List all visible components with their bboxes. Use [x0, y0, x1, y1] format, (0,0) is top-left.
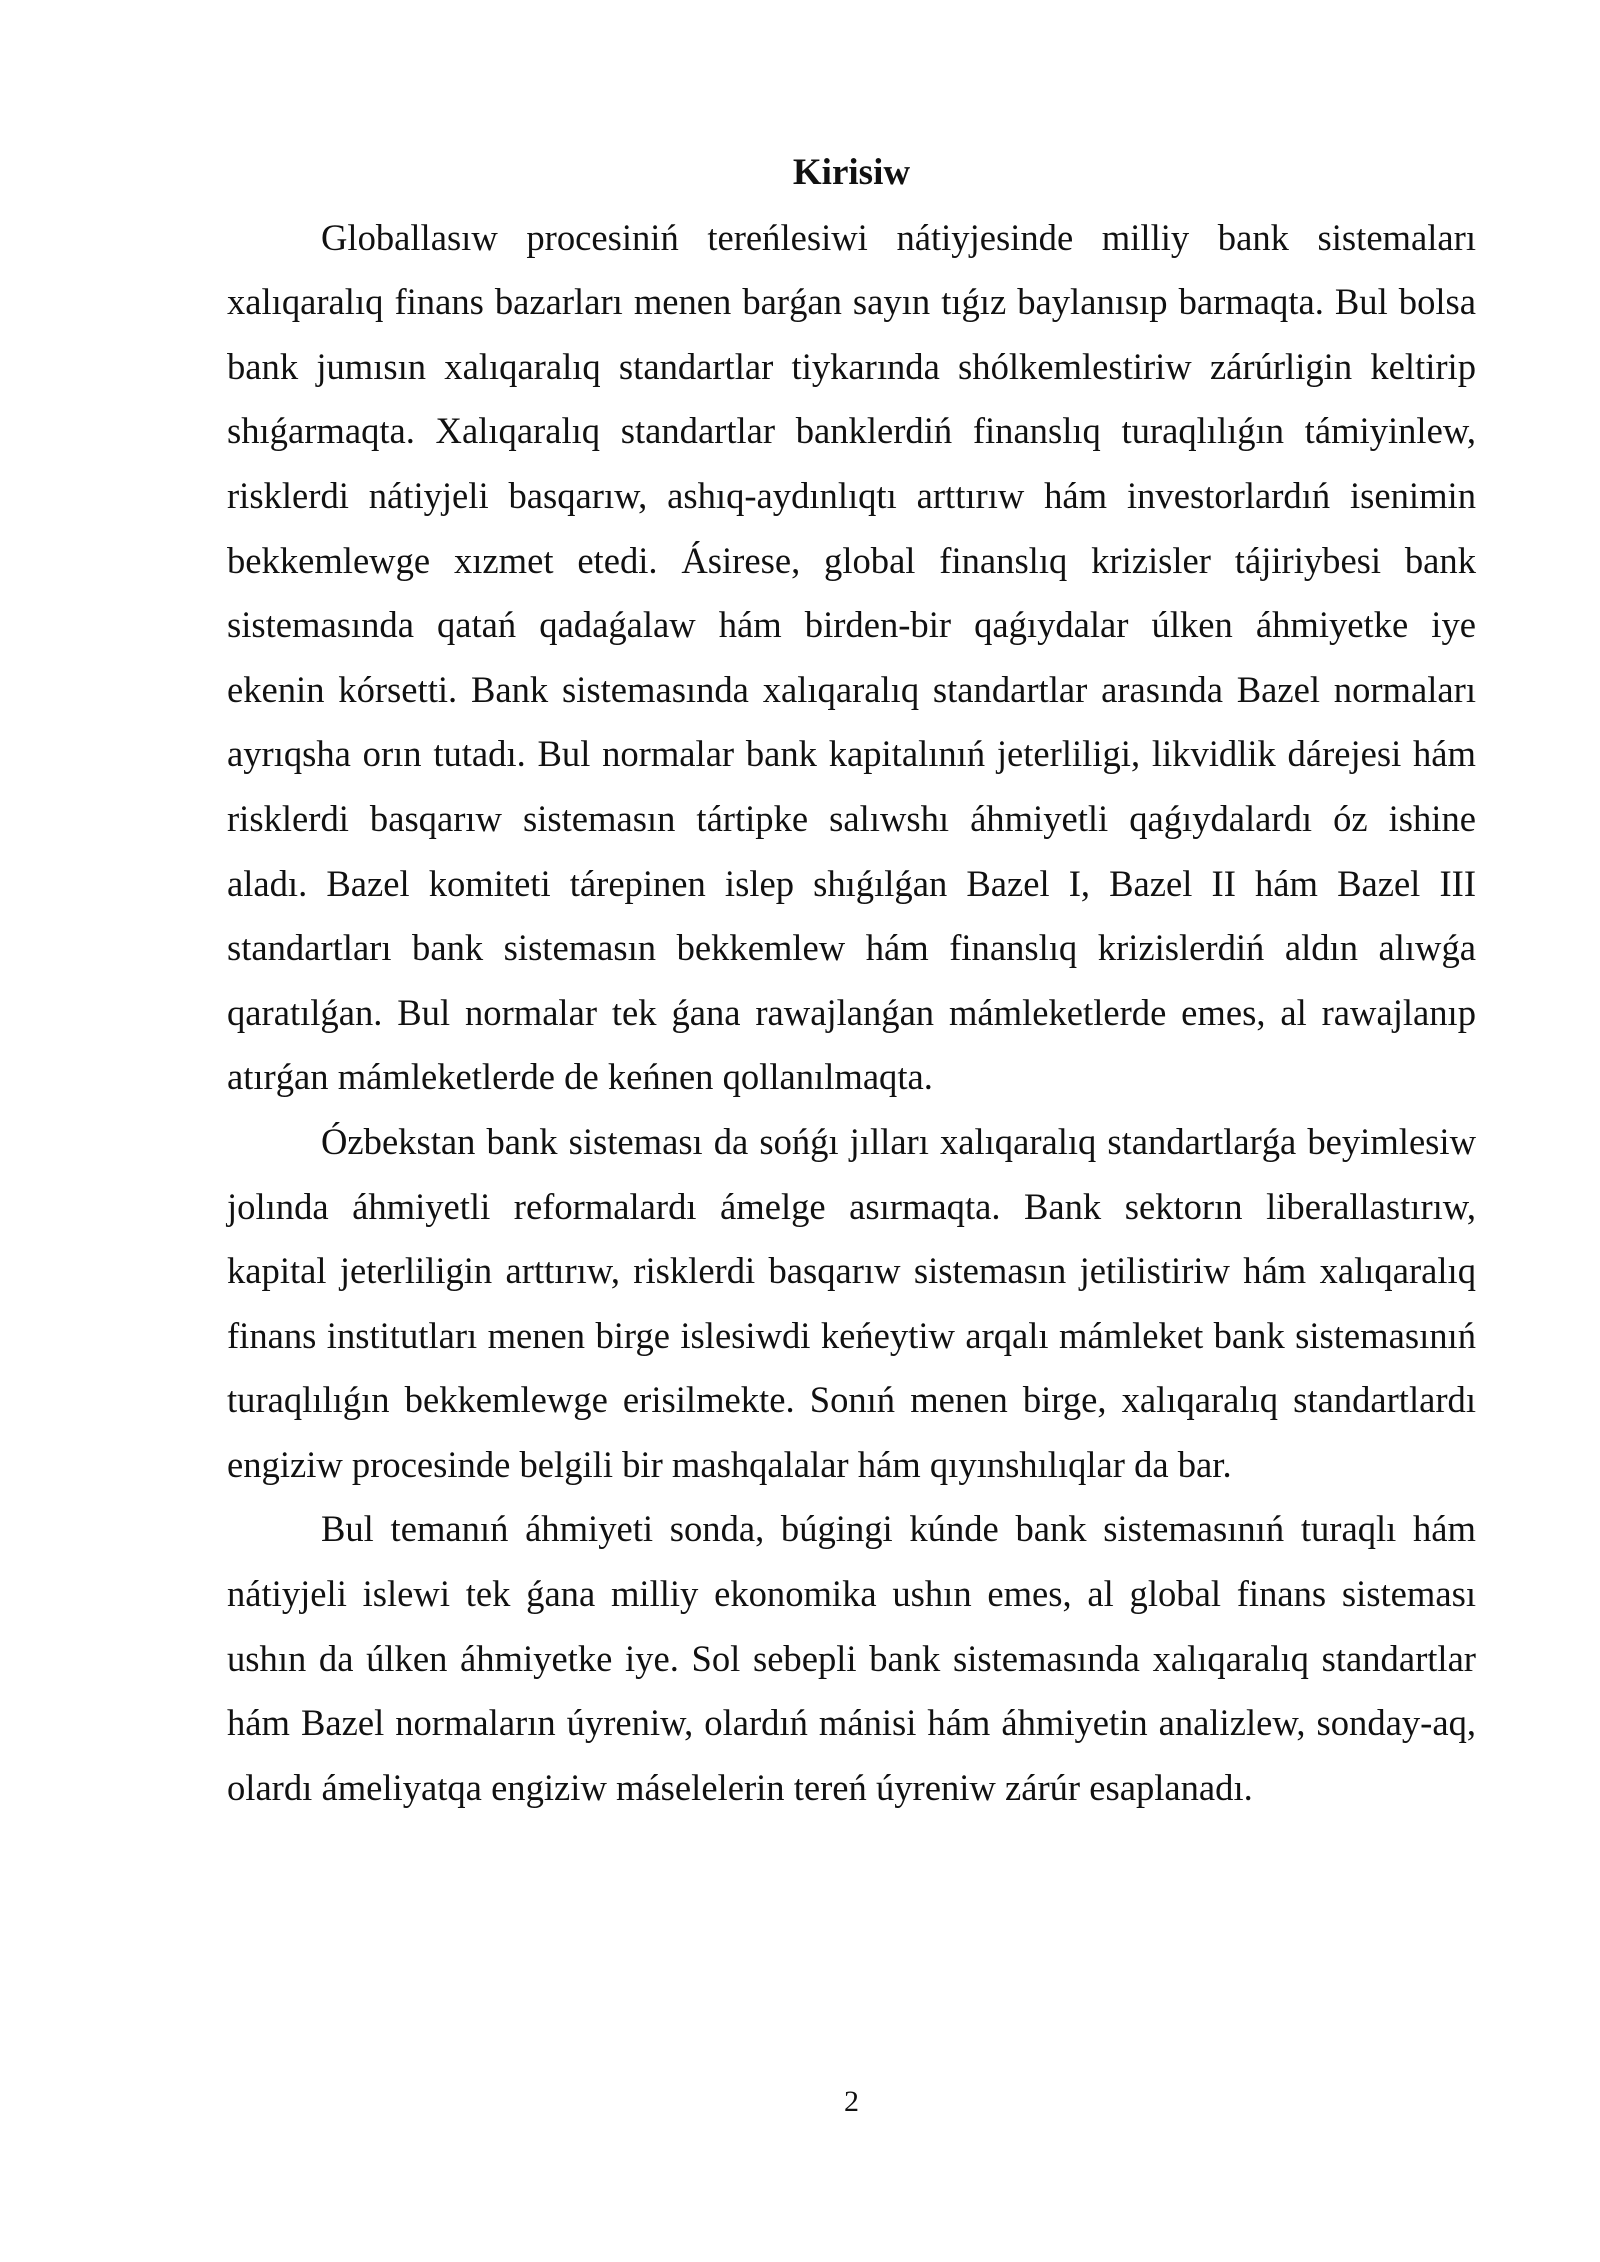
paragraph-1 [227, 206, 1476, 1110]
text-line: turaqlılıǵın bekkemlewge erisilmekte. Sonıń menen birge, xalıqaralıq standartlardı [227, 1379, 1476, 1421]
section-heading: Kirisiw [792, 152, 911, 193]
text-line: sistemasında qatań qadaǵalaw hám birden-bir qaǵıydalar úlken áhmiyetke iye [227, 604, 1476, 646]
text-line: aladı. Bazel komiteti tárepinen islep shıǵılǵan Bazel I, Bazel II hám Bazel III [227, 862, 1476, 904]
paragraph-2 [227, 1110, 1476, 1498]
text-line: Bul temanıń áhmiyeti sonda, búgingi kúnde bank sistemasınıń turaqlı hám [321, 1508, 1476, 1550]
text-column [227, 141, 1476, 1820]
text-line: engiziw procesinde belgili bir mashqalalar hám qıyınshılıqlar da bar. [227, 1443, 1232, 1485]
text-line: Globallasıw procesiniń tereńlesiwi nátiyjesinde milliy bank sistemaları [321, 216, 1476, 258]
text-line: olardı ámeliyatqa engiziw máselelerin tereń úyreniw zárúr esaplanadı. [227, 1766, 1253, 1808]
text-line: risklerdi basqarıw sistemasın tártipke salıwshı áhmiyetli qaǵıydalardı óz ishine [227, 797, 1476, 839]
text-line: bank jumısın xalıqaralıq standartlar tiykarında shólkemlestiriw zárúrligin keltirip [227, 345, 1476, 387]
paragraph-3 [227, 1497, 1476, 1820]
text-line: bekkemlewge xızmet etedi. Ásirese, global finanslıq krizisler tájiriybesi bank [227, 539, 1476, 581]
text-line: finans institutları menen birge islesiwdi keńeytiw arqalı mámleket bank sistemasınıń [227, 1314, 1476, 1356]
text-line: kapital jeterliligin arttırıw, risklerdi basqarıw sistemasın jetilistiriw hám xalıqaralıq [227, 1250, 1476, 1292]
text-line: ushın da úlken áhmiyetke iye. Sol sebepli bank sistemasında xalıqaralıq standartlar [227, 1637, 1476, 1679]
text-line: ayrıqsha orın tutadı. Bul normalar bank kapitalınıń jeterliligi, likvidlik dárejesi hám [227, 733, 1476, 775]
text-line: jolında áhmiyetli reformalardı ámelge asırmaqta. Bank sektorın liberallastırıw, [227, 1185, 1476, 1227]
text-line: xalıqaralıq finans bazarları menen barǵan sayın tıǵız baylanısıp barmaqta. Bul bolsa [227, 281, 1476, 323]
page-number: 2 [844, 2085, 859, 2118]
text-line: shıǵarmaqta. Xalıqaralıq standartlar banklerdiń finanslıq turaqlılıǵın támiyinlew, [227, 410, 1476, 452]
text-line: Ózbekstan bank sisteması da sońǵı jılları xalıqaralıq standartlarǵa beyimlesiw [321, 1120, 1476, 1162]
text-line: risklerdi nátiyjeli basqarıw, ashıq-aydınlıqtı arttırıw hám investorlardıń isenimin [227, 474, 1476, 516]
text-line: qaratılǵan. Bul normalar tek ǵana rawajlanǵan mámleketlerde emes, al rawajlanıp [227, 991, 1476, 1033]
text-line: hám Bazel normaların úyreniw, olardıń mánisi hám áhmiyetin analizlew, sonday-aq, [227, 1702, 1476, 1744]
text-line: standartları bank sistemasın bekkemlew hám finanslıq krizislerdiń aldın alıwǵa [227, 927, 1476, 969]
text-line: atırǵan mámleketlerde de keńnen qollanılmaqta. [227, 1056, 933, 1098]
text-line: ekenin kórsetti. Bank sistemasında xalıqaralıq standartlar arasında Bazel normaları [227, 668, 1476, 710]
text-line: nátiyjeli islewi tek ǵana milliy ekonomika ushın emes, al global finans sisteması [227, 1573, 1476, 1615]
